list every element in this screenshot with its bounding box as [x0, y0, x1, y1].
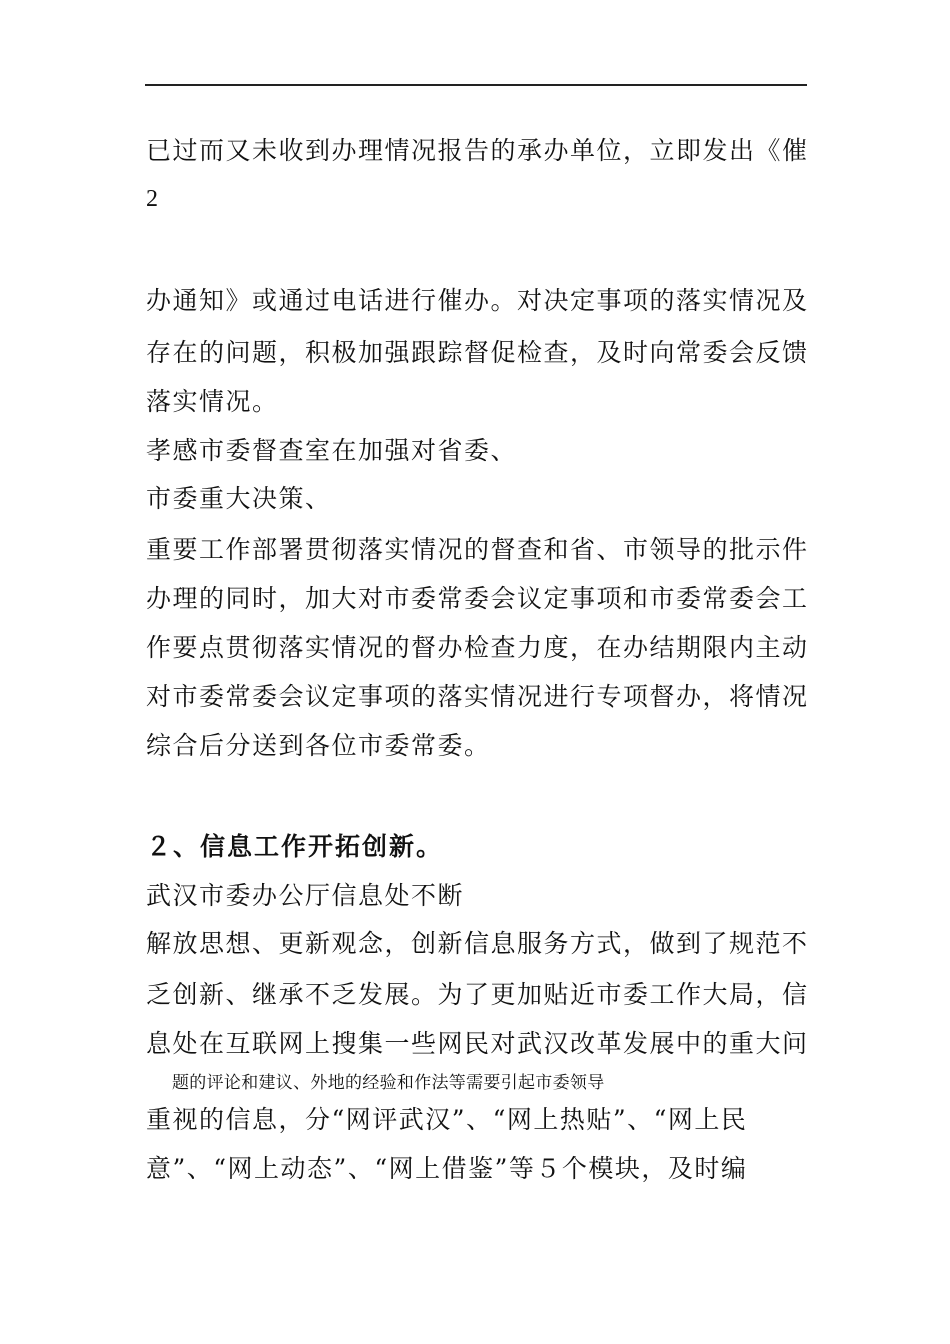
body-line: 落实情况。 [146, 387, 279, 416]
body-line: 重要工作部署贯彻落实情况的督查和省、市领导的批示件 [146, 535, 809, 564]
body-line: 息处在互联网上搜集一些网民对武汉改革发展中的重大问 [146, 1029, 809, 1058]
body-line: 办理的同时，加大对市委常委会议定事项和市委常委会工 [146, 584, 809, 613]
body-line-small: 题的评论和建议、外地的经验和作法等需要引起市委领导 [172, 1073, 605, 1093]
body-line: 综合后分送到各位市委常委。 [146, 731, 491, 760]
body-line: 意”、“网上动态”、“网上借鉴”等５个模块，及时编 [146, 1154, 748, 1183]
body-line: 解放思想、更新观念，创新信息服务方式，做到了规范不 [146, 929, 809, 958]
body-line: 重视的信息，分“网评武汉”、“网上热贴”、“网上民 [146, 1105, 748, 1134]
section-heading: ２、信息工作开拓创新。 [146, 832, 444, 861]
body-line: 作要点贯彻落实情况的督办检查力度，在办结期限内主动 [146, 633, 809, 662]
body-line: 存在的问题，积极加强跟踪督促检查，及时向常委会反馈 [146, 338, 809, 367]
body-line: 已过而又未收到办理情况报告的承办单位，立即发出《催 [146, 136, 809, 165]
page-number: 2 [146, 186, 160, 212]
body-line: 乏创新、继承不乏发展。为了更加贴近市委工作大局，信 [146, 980, 809, 1009]
header-rule [145, 84, 807, 86]
body-line: 办通知》或通过电话进行催办。对决定事项的落实情况及 [146, 286, 809, 315]
body-line: 武汉市委办公厅信息处不断 [146, 881, 465, 910]
body-line: 对市委常委会议定事项的落实情况进行专项督办，将情况 [146, 682, 809, 711]
body-line: 孝感市委督查室在加强对省委、 [146, 436, 518, 465]
body-line: 市委重大决策、 [146, 484, 332, 513]
